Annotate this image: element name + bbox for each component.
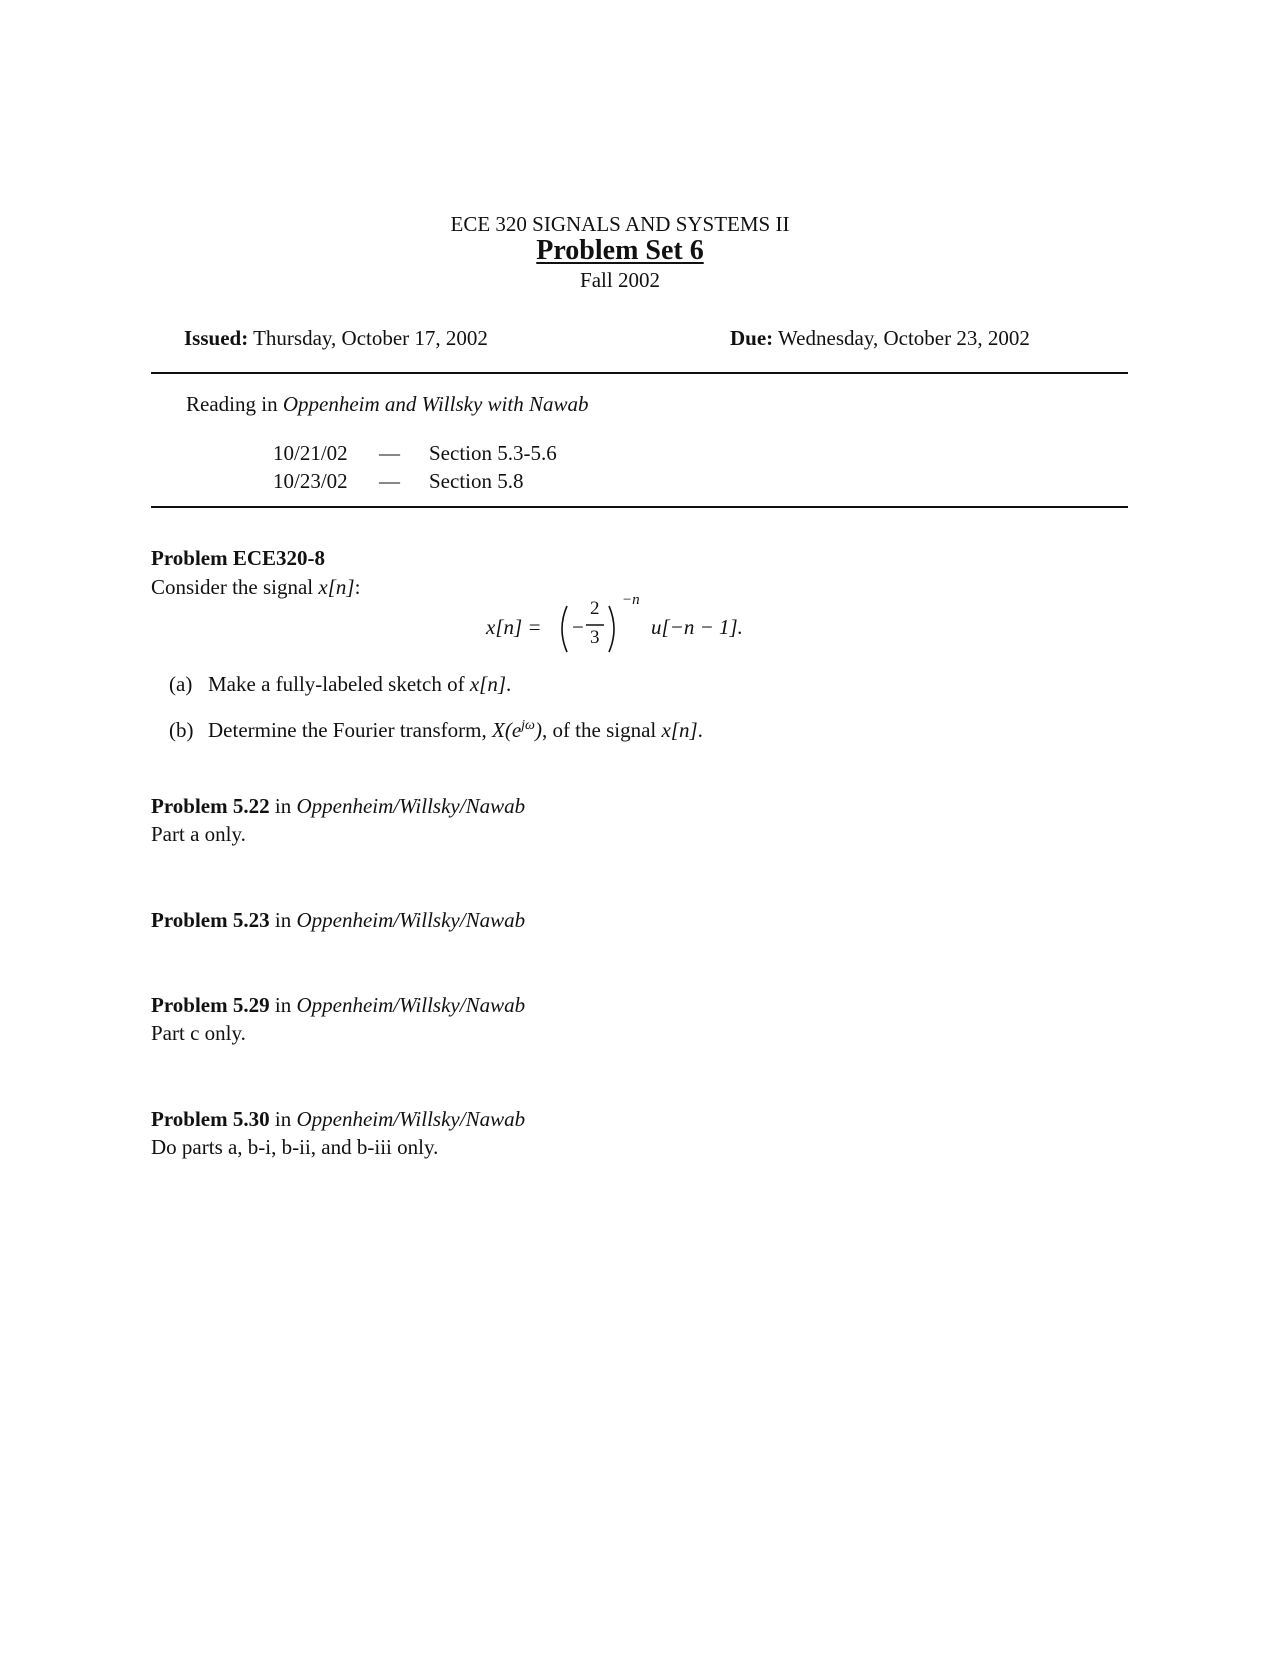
- intro-math: x[n]: [318, 575, 355, 599]
- part-b-mid: , of the signal: [541, 718, 662, 742]
- part-b-label: (b): [169, 718, 194, 742]
- fraction-numerator: 2: [590, 598, 600, 619]
- right-paren: [606, 604, 620, 654]
- part-b-math-base: X(e: [492, 718, 522, 742]
- part-b-end: .: [697, 718, 703, 742]
- schedule-dash: —: [379, 469, 400, 493]
- schedule-date: 10/23/02: [273, 469, 348, 493]
- schedule-row: [273, 469, 524, 494]
- problem-book: Oppenheim/Willsky/Nawab: [296, 794, 526, 818]
- part-a: [169, 672, 511, 697]
- part-a-text: Make a fully-labeled sketch of: [208, 672, 470, 696]
- problem-book: Oppenheim/Willsky/Nawab: [296, 1107, 526, 1131]
- bottom-divider: [151, 506, 1128, 508]
- formula-exponent: −n: [622, 592, 640, 608]
- signal-formula: [486, 592, 766, 662]
- reading-heading: [186, 392, 588, 417]
- problem-note: Do parts a, b-i, b-ii, and b-iii only.: [151, 1135, 439, 1159]
- issued-date: [184, 326, 488, 351]
- left-paren: [556, 604, 570, 654]
- intro-end: :: [354, 575, 361, 599]
- part-b-superscript: jω: [521, 718, 535, 733]
- problem-in: in: [269, 908, 297, 932]
- due-label: Due:: [730, 326, 774, 350]
- formula-lhs: x[n] =: [486, 615, 542, 639]
- problem-5-29: [151, 993, 525, 1018]
- intro-text: Consider the signal: [151, 575, 319, 599]
- fraction-denominator: 3: [590, 627, 600, 648]
- reading-book: Oppenheim and Willsky with Nawab: [282, 392, 589, 416]
- problem-title: Problem 5.29: [151, 993, 270, 1017]
- reading-prefix: Reading in: [186, 392, 283, 416]
- problem-note: Part c only.: [151, 1021, 246, 1045]
- problem-title: Problem 5.30: [151, 1107, 270, 1131]
- problem-5-23: [151, 908, 525, 933]
- part-a-end: .: [506, 672, 512, 696]
- formula-rhs: u[−n − 1].: [651, 615, 743, 639]
- schedule-row: [273, 441, 557, 466]
- problem-in: in: [269, 794, 297, 818]
- part-b-math-signal: x[n]: [661, 718, 698, 742]
- page-title-text: Problem Set 6: [536, 235, 704, 266]
- problem-title: Problem 5.23: [151, 908, 270, 932]
- part-b-text: Determine the Fourier transform,: [208, 718, 492, 742]
- part-b: [169, 718, 703, 743]
- problem-book: Oppenheim/Willsky/Nawab: [296, 993, 526, 1017]
- top-divider: [151, 372, 1128, 374]
- due-date: [730, 326, 1030, 351]
- course-name: ECE 320 SIGNALS AND SYSTEMS II: [450, 212, 790, 236]
- problem-in: in: [269, 993, 297, 1017]
- part-b-math: [492, 718, 542, 742]
- formula-minus: −: [572, 615, 584, 639]
- term: Fall 2002: [580, 268, 660, 292]
- problem-note: Part a only.: [151, 822, 246, 846]
- part-a-math: x[n]: [469, 672, 506, 696]
- problem-title: Problem ECE320-8: [151, 546, 326, 570]
- schedule-dash: —: [379, 441, 400, 465]
- page-title: [0, 235, 1240, 267]
- issued-value: Thursday, October 17, 2002: [248, 326, 488, 350]
- problem-intro: [151, 575, 360, 600]
- schedule-section: Section 5.8: [429, 469, 524, 493]
- problem-in: in: [269, 1107, 297, 1131]
- problem-5-30: [151, 1107, 525, 1132]
- schedule-section: Section 5.3-5.6: [429, 441, 557, 465]
- due-value: Wednesday, October 23, 2002: [773, 326, 1030, 350]
- problem-title: Problem 5.22: [151, 794, 270, 818]
- part-b-math-close: ): [534, 718, 542, 742]
- part-a-label: (a): [169, 672, 193, 696]
- schedule-date: 10/21/02: [273, 441, 348, 465]
- issued-label: Issued:: [184, 326, 249, 350]
- problem-5-22: [151, 794, 525, 819]
- problem-book: Oppenheim/Willsky/Nawab: [296, 908, 526, 932]
